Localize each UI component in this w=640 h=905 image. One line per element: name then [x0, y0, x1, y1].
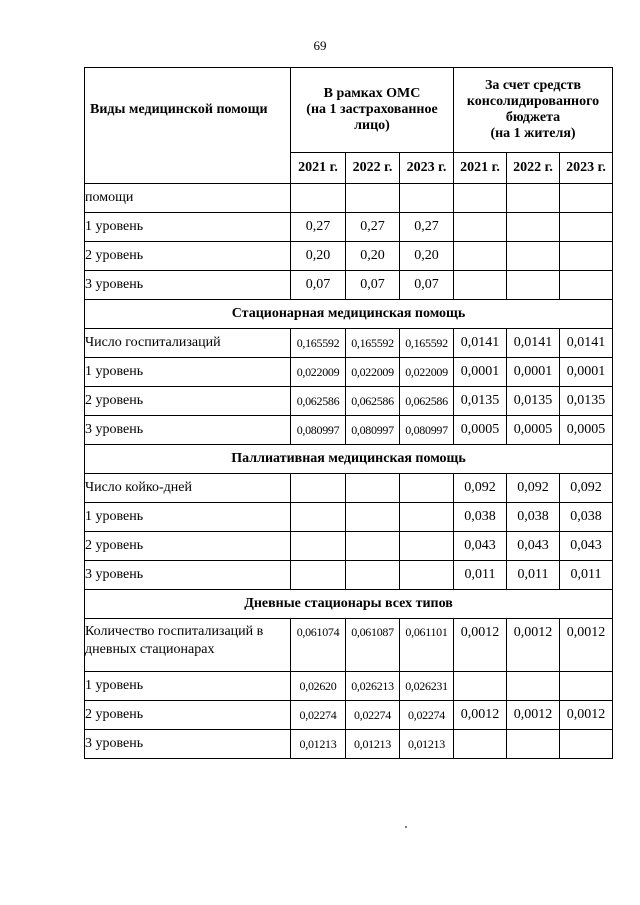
value-cell: 0,022009 — [346, 358, 400, 387]
value-cell — [346, 532, 400, 561]
value-cell: 0,0141 — [507, 329, 560, 358]
table-row — [85, 387, 613, 416]
value-cell — [400, 532, 454, 561]
section-title: Стационарная медицинская помощь — [85, 300, 613, 329]
value-cell: 0,07 — [400, 271, 454, 300]
value-cell — [507, 242, 560, 271]
table-row — [85, 532, 613, 561]
table-row — [85, 619, 613, 672]
year-header: 2022 г. — [507, 153, 560, 184]
value-cell — [291, 184, 346, 213]
value-cell: 0,0135 — [454, 387, 507, 416]
value-cell — [454, 672, 507, 701]
year-header: 2023 г. — [560, 153, 613, 184]
years-header-blank — [85, 153, 291, 184]
value-cell: 0,02274 — [346, 701, 400, 730]
medical-care-table — [84, 67, 613, 759]
value-cell: 0,080997 — [346, 416, 400, 445]
table-row — [85, 271, 613, 300]
value-cell: 0,07 — [291, 271, 346, 300]
value-cell — [560, 271, 613, 300]
table-row — [85, 503, 613, 532]
budget-header-line-1: За счет средств — [484, 78, 582, 93]
value-cell: 0,0141 — [454, 329, 507, 358]
value-cell — [507, 730, 560, 759]
column-header-oms — [291, 68, 454, 153]
value-cell — [507, 184, 560, 213]
row-label: 3 уровень — [85, 271, 291, 300]
section-title: Дневные стационары всех типов — [85, 590, 613, 619]
value-cell: 0,0012 — [560, 701, 613, 730]
row-label: 2 уровень — [85, 242, 291, 271]
value-cell: 0,061101 — [400, 619, 454, 672]
value-cell — [400, 503, 454, 532]
row-label: 2 уровень — [85, 701, 291, 730]
value-cell: 0,20 — [291, 242, 346, 271]
value-cell: 0,01213 — [346, 730, 400, 759]
row-label: Число койко-дней — [85, 474, 291, 503]
value-cell: 0,022009 — [291, 358, 346, 387]
value-cell: 0,062586 — [291, 387, 346, 416]
value-cell — [291, 503, 346, 532]
value-cell: 0,0135 — [507, 387, 560, 416]
value-cell — [346, 561, 400, 590]
value-cell: 0,011 — [507, 561, 560, 590]
value-cell: 0,0012 — [507, 701, 560, 730]
value-cell — [291, 474, 346, 503]
table-row — [85, 561, 613, 590]
oms-header-line-2: (на 1 застрахованное — [306, 102, 438, 117]
value-cell: 0,02274 — [291, 701, 346, 730]
value-cell: 0,062586 — [346, 387, 400, 416]
oms-header-line-3: лицо) — [354, 118, 390, 133]
value-cell: 0,20 — [346, 242, 400, 271]
row-label: 3 уровень — [85, 561, 291, 590]
table-row — [85, 329, 613, 358]
section-row — [85, 590, 613, 619]
oms-header-line-1: В рамках ОМС — [323, 86, 421, 101]
value-cell: 0,080997 — [400, 416, 454, 445]
value-cell: 0,026231 — [400, 672, 454, 701]
value-cell: 0,043 — [507, 532, 560, 561]
value-cell — [454, 213, 507, 242]
column-header-budget — [454, 68, 613, 153]
page-number: 69 — [313, 38, 327, 53]
table-row — [85, 474, 613, 503]
budget-header-line-3: бюджета — [505, 110, 561, 125]
row-label: 1 уровень — [85, 503, 291, 532]
table-row — [85, 701, 613, 730]
value-cell: 0,011 — [560, 561, 613, 590]
value-cell — [454, 242, 507, 271]
column-header-care-type: Виды медицинской помощи — [85, 68, 291, 153]
value-cell: 0,061074 — [291, 619, 346, 672]
value-cell — [400, 474, 454, 503]
value-cell: 0,07 — [346, 271, 400, 300]
table-row — [85, 416, 613, 445]
value-cell — [291, 532, 346, 561]
table-row — [85, 358, 613, 387]
value-cell — [346, 474, 400, 503]
table-row — [85, 184, 613, 213]
value-cell — [400, 561, 454, 590]
value-cell — [560, 213, 613, 242]
value-cell: 0,038 — [560, 503, 613, 532]
budget-header-line-4: (на 1 жителя) — [490, 126, 576, 141]
value-cell: 0,043 — [454, 532, 507, 561]
value-cell: 0,20 — [400, 242, 454, 271]
value-cell — [400, 184, 454, 213]
value-cell: 0,01213 — [291, 730, 346, 759]
table-header-row — [85, 68, 613, 153]
value-cell: 0,022009 — [400, 358, 454, 387]
row-label: 3 уровень — [85, 730, 291, 759]
row-label: Число госпитализаций — [85, 329, 291, 358]
value-cell — [507, 672, 560, 701]
value-cell — [291, 561, 346, 590]
value-cell: 0,080997 — [291, 416, 346, 445]
value-cell — [507, 271, 560, 300]
row-label: 1 уровень — [85, 672, 291, 701]
value-cell: 0,02274 — [400, 701, 454, 730]
value-cell: 0,0001 — [454, 358, 507, 387]
value-cell: 0,0012 — [454, 701, 507, 730]
row-label: 3 уровень — [85, 416, 291, 445]
value-cell: 0,092 — [560, 474, 613, 503]
year-header: 2022 г. — [346, 153, 400, 184]
value-cell: 0,0005 — [454, 416, 507, 445]
value-cell: 0,038 — [507, 503, 560, 532]
value-cell: 0,092 — [454, 474, 507, 503]
value-cell: 0,165592 — [400, 329, 454, 358]
value-cell: 0,043 — [560, 532, 613, 561]
value-cell: 0,0005 — [507, 416, 560, 445]
value-cell — [560, 730, 613, 759]
row-label: Количество госпитализаций в дневных стационарах — [85, 619, 291, 672]
table-body — [85, 184, 613, 759]
scan-speck — [405, 826, 407, 828]
value-cell: 0,0001 — [507, 358, 560, 387]
value-cell: 0,0012 — [507, 619, 560, 672]
table-row — [85, 242, 613, 271]
value-cell — [560, 184, 613, 213]
value-cell: 0,165592 — [346, 329, 400, 358]
value-cell: 0,038 — [454, 503, 507, 532]
year-header: 2023 г. — [400, 153, 454, 184]
value-cell — [454, 184, 507, 213]
value-cell: 0,026213 — [346, 672, 400, 701]
value-cell: 0,02620 — [291, 672, 346, 701]
value-cell: 0,062586 — [400, 387, 454, 416]
section-title: Паллиативная медицинская помощь — [85, 445, 613, 474]
table-row — [85, 672, 613, 701]
value-cell: 0,0012 — [560, 619, 613, 672]
value-cell: 0,092 — [507, 474, 560, 503]
row-label: 1 уровень — [85, 213, 291, 242]
value-cell — [454, 271, 507, 300]
value-cell — [346, 503, 400, 532]
value-cell — [454, 730, 507, 759]
row-label: 2 уровень — [85, 532, 291, 561]
years-header-row — [85, 153, 613, 184]
value-cell: 0,0012 — [454, 619, 507, 672]
row-label: помощи — [85, 184, 291, 213]
value-cell — [560, 242, 613, 271]
year-header: 2021 г. — [291, 153, 346, 184]
value-cell: 0,061087 — [346, 619, 400, 672]
value-cell: 0,011 — [454, 561, 507, 590]
value-cell: 0,27 — [400, 213, 454, 242]
value-cell: 0,01213 — [400, 730, 454, 759]
row-label: 2 уровень — [85, 387, 291, 416]
value-cell — [560, 672, 613, 701]
budget-header-line-2: консолидированного — [466, 94, 600, 109]
value-cell: 0,27 — [346, 213, 400, 242]
year-header: 2021 г. — [454, 153, 507, 184]
table-row — [85, 730, 613, 759]
value-cell: 0,165592 — [291, 329, 346, 358]
value-cell — [346, 184, 400, 213]
value-cell: 0,0141 — [560, 329, 613, 358]
table-row — [85, 213, 613, 242]
section-row — [85, 445, 613, 474]
value-cell: 0,0001 — [560, 358, 613, 387]
value-cell: 0,0005 — [560, 416, 613, 445]
row-label: 1 уровень — [85, 358, 291, 387]
value-cell: 0,27 — [291, 213, 346, 242]
value-cell: 0,0135 — [560, 387, 613, 416]
section-row — [85, 300, 613, 329]
value-cell — [507, 213, 560, 242]
